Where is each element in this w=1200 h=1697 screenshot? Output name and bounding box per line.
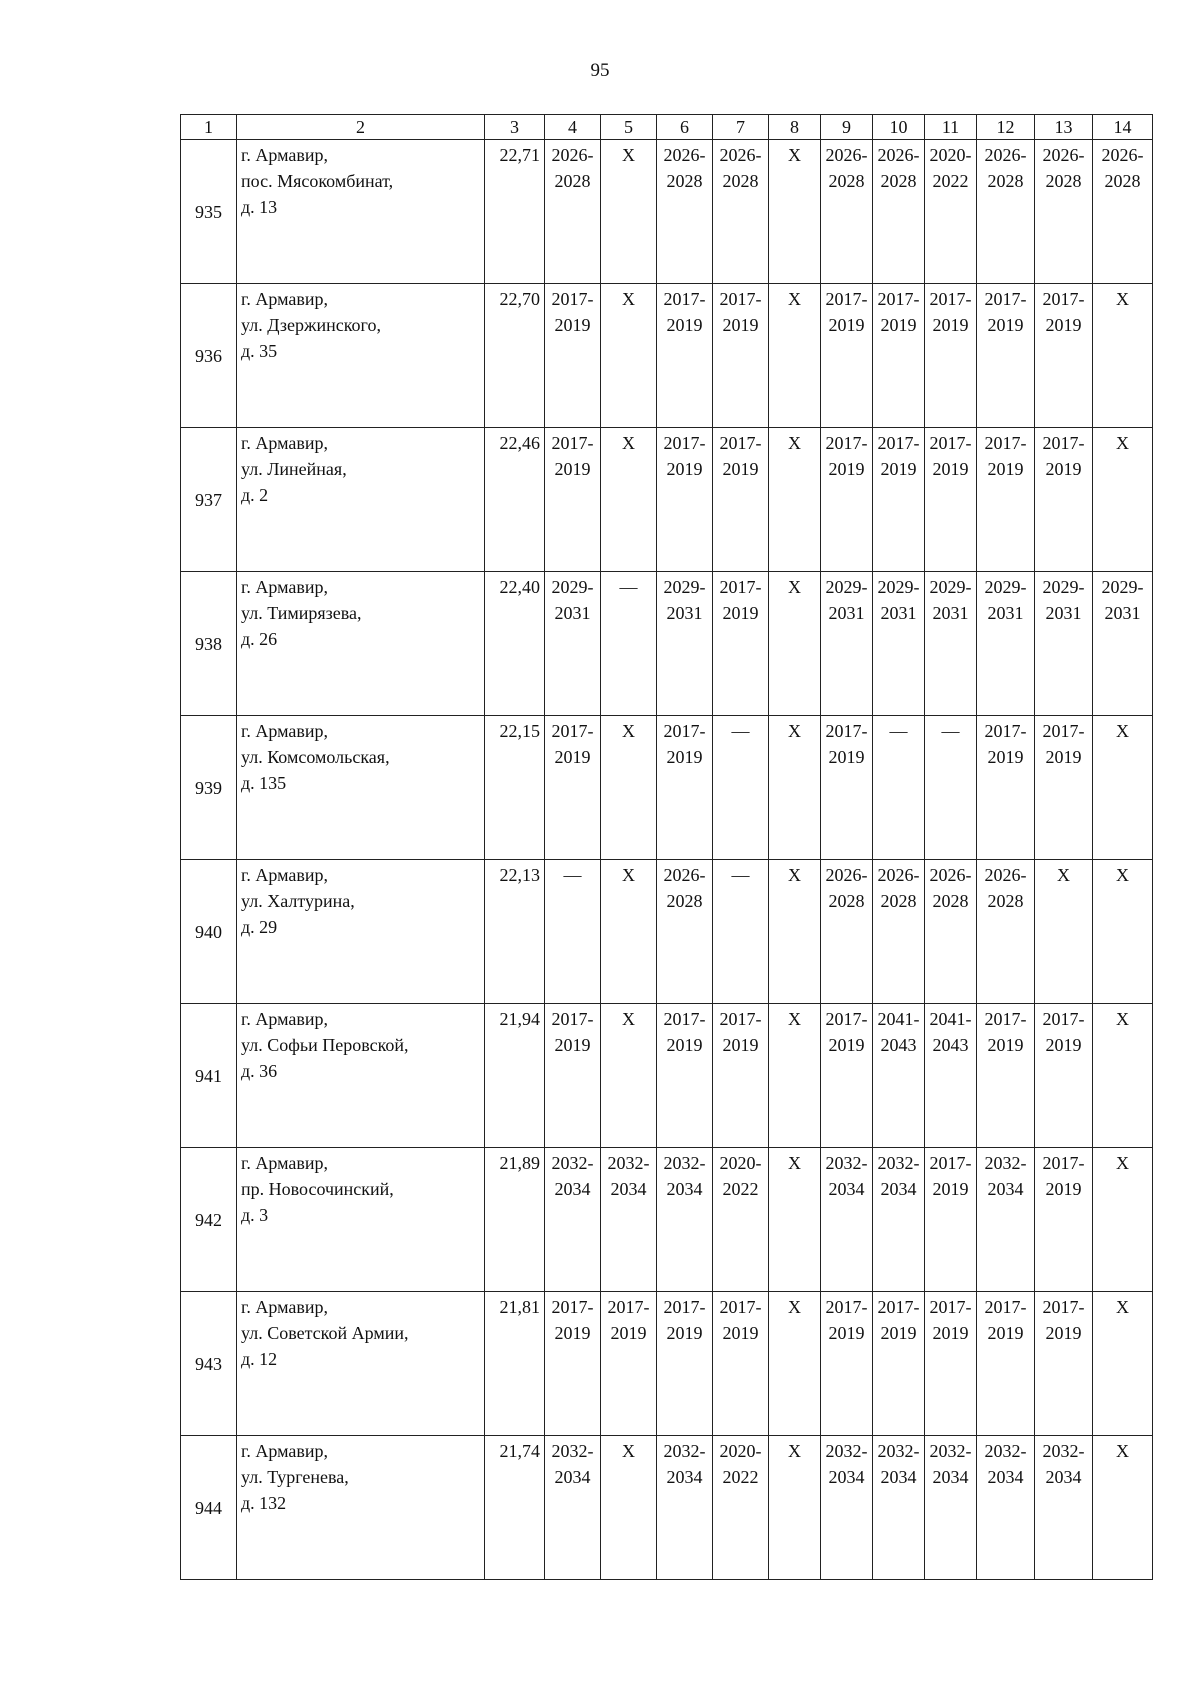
value-cell-col-13: 2029- 2031: [1035, 572, 1093, 716]
value-cell-col-14: X: [1093, 1436, 1153, 1580]
row-number: 938: [181, 572, 237, 716]
value-cell-col-7: 2026- 2028: [713, 140, 769, 284]
value-cell-col-10: 2026- 2028: [873, 140, 925, 284]
area-cell: 22,15: [485, 716, 545, 860]
column-header-12: 12: [977, 115, 1035, 140]
column-header-10: 10: [873, 115, 925, 140]
value-cell-col-7: 2017- 2019: [713, 428, 769, 572]
column-header-4: 4: [545, 115, 601, 140]
address-line: г. Армавир,: [241, 1009, 328, 1029]
area-cell: 21,81: [485, 1292, 545, 1436]
address-line: д. 36: [241, 1061, 278, 1081]
value-cell-col-14: X: [1093, 284, 1153, 428]
area-cell: 22,46: [485, 428, 545, 572]
value-cell-col-12: 2017- 2019: [977, 428, 1035, 572]
value-cell-col-11: 2017- 2019: [925, 428, 977, 572]
address-line: г. Армавир,: [241, 433, 328, 453]
row-number: 935: [181, 140, 237, 284]
value-cell-col-8: X: [769, 1148, 821, 1292]
address-line: г. Армавир,: [241, 721, 328, 741]
row-number: 937: [181, 428, 237, 572]
address-line: ул. Халтурина,: [241, 891, 355, 911]
address-cell: [237, 860, 485, 1004]
value-cell-col-7: 2017- 2019: [713, 284, 769, 428]
value-cell-col-5: X: [601, 1004, 657, 1148]
value-cell-col-12: 2029- 2031: [977, 572, 1035, 716]
value-cell-col-11: 2020- 2022: [925, 140, 977, 284]
row-number: 941: [181, 1004, 237, 1148]
value-cell-col-7: —: [713, 716, 769, 860]
value-cell-col-11: 2029- 2031: [925, 572, 977, 716]
value-cell-col-14: X: [1093, 860, 1153, 1004]
address-cell: [237, 1292, 485, 1436]
value-cell-col-11: —: [925, 716, 977, 860]
value-cell-col-9: 2029- 2031: [821, 572, 873, 716]
value-cell-col-13: 2017- 2019: [1035, 284, 1093, 428]
address-line: ул. Советской Армии,: [241, 1323, 409, 1343]
value-cell-col-9: 2032- 2034: [821, 1436, 873, 1580]
value-cell-col-12: 2026- 2028: [977, 860, 1035, 1004]
address-line: г. Армавир,: [241, 577, 328, 597]
value-cell-col-4: 2026- 2028: [545, 140, 601, 284]
address-cell: [237, 284, 485, 428]
address-line: д. 132: [241, 1493, 287, 1513]
address-line: г. Армавир,: [241, 1441, 328, 1461]
address-line: д. 13: [241, 197, 278, 217]
value-cell-col-14: X: [1093, 428, 1153, 572]
value-cell-col-13: 2017- 2019: [1035, 1148, 1093, 1292]
address-line: г. Армавир,: [241, 145, 328, 165]
value-cell-col-6: 2026- 2028: [657, 860, 713, 1004]
column-header-6: 6: [657, 115, 713, 140]
table-row: [181, 284, 1153, 428]
area-cell: 22,13: [485, 860, 545, 1004]
address-cell: [237, 572, 485, 716]
value-cell-col-5: X: [601, 716, 657, 860]
value-cell-col-12: 2026- 2028: [977, 140, 1035, 284]
value-cell-col-5: X: [601, 1436, 657, 1580]
area-cell: 22,70: [485, 284, 545, 428]
address-cell: [237, 1004, 485, 1148]
address-line: д. 12: [241, 1349, 278, 1369]
value-cell-col-10: 2017- 2019: [873, 428, 925, 572]
address-line: ул. Линейная,: [241, 459, 347, 479]
table-row: [181, 1436, 1153, 1580]
value-cell-col-4: 2017- 2019: [545, 284, 601, 428]
address-line: г. Армавир,: [241, 289, 328, 309]
value-cell-col-10: 2017- 2019: [873, 284, 925, 428]
value-cell-col-8: X: [769, 140, 821, 284]
value-cell-col-7: 2020- 2022: [713, 1148, 769, 1292]
value-cell-col-5: 2032- 2034: [601, 1148, 657, 1292]
value-cell-col-12: 2017- 2019: [977, 1292, 1035, 1436]
value-cell-col-14: X: [1093, 716, 1153, 860]
value-cell-col-13: 2017- 2019: [1035, 1004, 1093, 1148]
column-header-2: 2: [237, 115, 485, 140]
value-cell-col-10: 2032- 2034: [873, 1148, 925, 1292]
address-line: д. 3: [241, 1205, 269, 1225]
row-number: 943: [181, 1292, 237, 1436]
table-header: [181, 115, 1153, 140]
table-row: [181, 1148, 1153, 1292]
value-cell-col-5: X: [601, 284, 657, 428]
value-cell-col-9: 2017- 2019: [821, 1292, 873, 1436]
address-line: ул. Тимирязева,: [241, 603, 362, 623]
value-cell-col-8: X: [769, 1004, 821, 1148]
value-cell-col-8: X: [769, 860, 821, 1004]
value-cell-col-10: 2041- 2043: [873, 1004, 925, 1148]
value-cell-col-6: 2029- 2031: [657, 572, 713, 716]
value-cell-col-9: 2026- 2028: [821, 140, 873, 284]
row-number: 936: [181, 284, 237, 428]
value-cell-col-7: 2017- 2019: [713, 1292, 769, 1436]
row-number: 944: [181, 1436, 237, 1580]
value-cell-col-12: 2017- 2019: [977, 1004, 1035, 1148]
address-cell: [237, 140, 485, 284]
value-cell-col-6: 2017- 2019: [657, 284, 713, 428]
value-cell-col-12: 2032- 2034: [977, 1436, 1035, 1580]
address-line: г. Армавир,: [241, 865, 328, 885]
value-cell-col-11: 2026- 2028: [925, 860, 977, 1004]
value-cell-col-14: 2029- 2031: [1093, 572, 1153, 716]
value-cell-col-6: 2032- 2034: [657, 1148, 713, 1292]
address-line: д. 29: [241, 917, 278, 937]
value-cell-col-7: 2017- 2019: [713, 572, 769, 716]
area-cell: 22,40: [485, 572, 545, 716]
table-row: [181, 572, 1153, 716]
table-row: [181, 716, 1153, 860]
value-cell-col-9: 2017- 2019: [821, 716, 873, 860]
value-cell-col-5: X: [601, 860, 657, 1004]
address-cell: [237, 1148, 485, 1292]
value-cell-col-10: 2029- 2031: [873, 572, 925, 716]
address-cell: [237, 428, 485, 572]
address-line: пр. Новосочинский,: [241, 1179, 394, 1199]
value-cell-col-9: 2017- 2019: [821, 428, 873, 572]
value-cell-col-6: 2017- 2019: [657, 1292, 713, 1436]
value-cell-col-9: 2017- 2019: [821, 284, 873, 428]
value-cell-col-7: —: [713, 860, 769, 1004]
address-line: д. 35: [241, 341, 278, 361]
value-cell-col-8: X: [769, 428, 821, 572]
area-cell: 21,89: [485, 1148, 545, 1292]
value-cell-col-10: 2026- 2028: [873, 860, 925, 1004]
value-cell-col-5: X: [601, 428, 657, 572]
value-cell-col-4: 2032- 2034: [545, 1436, 601, 1580]
value-cell-col-13: 2017- 2019: [1035, 1292, 1093, 1436]
value-cell-col-4: 2017- 2019: [545, 1004, 601, 1148]
table-row: [181, 860, 1153, 1004]
address-line: ул. Тургенева,: [241, 1467, 349, 1487]
address-line: д. 26: [241, 629, 278, 649]
column-header-9: 9: [821, 115, 873, 140]
table-body: [181, 140, 1153, 1580]
column-header-11: 11: [925, 115, 977, 140]
value-cell-col-11: 2041- 2043: [925, 1004, 977, 1148]
value-cell-col-14: 2026- 2028: [1093, 140, 1153, 284]
value-cell-col-5: —: [601, 572, 657, 716]
column-header-1: 1: [181, 115, 237, 140]
value-cell-col-11: 2032- 2034: [925, 1436, 977, 1580]
value-cell-col-11: 2017- 2019: [925, 1292, 977, 1436]
row-number: 939: [181, 716, 237, 860]
value-cell-col-6: 2017- 2019: [657, 428, 713, 572]
column-header-5: 5: [601, 115, 657, 140]
value-cell-col-9: 2032- 2034: [821, 1148, 873, 1292]
column-header-7: 7: [713, 115, 769, 140]
value-cell-col-6: 2032- 2034: [657, 1436, 713, 1580]
value-cell-col-5: 2017- 2019: [601, 1292, 657, 1436]
value-cell-col-12: 2017- 2019: [977, 716, 1035, 860]
value-cell-col-13: 2017- 2019: [1035, 428, 1093, 572]
value-cell-col-4: 2032- 2034: [545, 1148, 601, 1292]
value-cell-col-9: 2026- 2028: [821, 860, 873, 1004]
value-cell-col-11: 2017- 2019: [925, 284, 977, 428]
value-cell-col-11: 2017- 2019: [925, 1148, 977, 1292]
value-cell-col-12: 2032- 2034: [977, 1148, 1035, 1292]
address-line: г. Армавир,: [241, 1153, 328, 1173]
value-cell-col-5: X: [601, 140, 657, 284]
value-cell-col-4: 2017- 2019: [545, 1292, 601, 1436]
value-cell-col-8: X: [769, 1436, 821, 1580]
value-cell-col-8: X: [769, 1292, 821, 1436]
value-cell-col-4: 2029- 2031: [545, 572, 601, 716]
address-cell: [237, 1436, 485, 1580]
area-cell: 21,94: [485, 1004, 545, 1148]
value-cell-col-13: X: [1035, 860, 1093, 1004]
value-cell-col-13: 2032- 2034: [1035, 1436, 1093, 1580]
table-row: [181, 1292, 1153, 1436]
column-header-3: 3: [485, 115, 545, 140]
value-cell-col-4: —: [545, 860, 601, 1004]
value-cell-col-13: 2026- 2028: [1035, 140, 1093, 284]
value-cell-col-14: X: [1093, 1292, 1153, 1436]
table-row: [181, 140, 1153, 284]
value-cell-col-14: X: [1093, 1004, 1153, 1148]
row-number: 940: [181, 860, 237, 1004]
value-cell-col-8: X: [769, 716, 821, 860]
address-line: ул. Комсомольская,: [241, 747, 390, 767]
address-line: ул. Софьи Перовской,: [241, 1035, 409, 1055]
address-line: пос. Мясокомбинат,: [241, 171, 394, 191]
address-cell: [237, 716, 485, 860]
value-cell-col-12: 2017- 2019: [977, 284, 1035, 428]
value-cell-col-6: 2017- 2019: [657, 1004, 713, 1148]
page-number: 95: [590, 60, 610, 81]
column-header-8: 8: [769, 115, 821, 140]
column-header-13: 13: [1035, 115, 1093, 140]
area-cell: 21,74: [485, 1436, 545, 1580]
register-table: [180, 114, 1153, 1580]
value-cell-col-4: 2017- 2019: [545, 716, 601, 860]
value-cell-col-10: 2032- 2034: [873, 1436, 925, 1580]
address-line: г. Армавир,: [241, 1297, 328, 1317]
value-cell-col-10: 2017- 2019: [873, 1292, 925, 1436]
value-cell-col-6: 2017- 2019: [657, 716, 713, 860]
table-row: [181, 428, 1153, 572]
address-line: ул. Дзержинского,: [241, 315, 381, 335]
row-number: 942: [181, 1148, 237, 1292]
value-cell-col-8: X: [769, 284, 821, 428]
value-cell-col-7: 2017- 2019: [713, 1004, 769, 1148]
area-cell: 22,71: [485, 140, 545, 284]
value-cell-col-8: X: [769, 572, 821, 716]
value-cell-col-10: —: [873, 716, 925, 860]
value-cell-col-14: X: [1093, 1148, 1153, 1292]
value-cell-col-4: 2017- 2019: [545, 428, 601, 572]
address-line: д. 2: [241, 485, 269, 505]
value-cell-col-9: 2017- 2019: [821, 1004, 873, 1148]
header-row: [181, 115, 1153, 140]
value-cell-col-6: 2026- 2028: [657, 140, 713, 284]
table-row: [181, 1004, 1153, 1148]
value-cell-col-7: 2020- 2022: [713, 1436, 769, 1580]
address-line: д. 135: [241, 773, 287, 793]
column-header-14: 14: [1093, 115, 1153, 140]
value-cell-col-13: 2017- 2019: [1035, 716, 1093, 860]
